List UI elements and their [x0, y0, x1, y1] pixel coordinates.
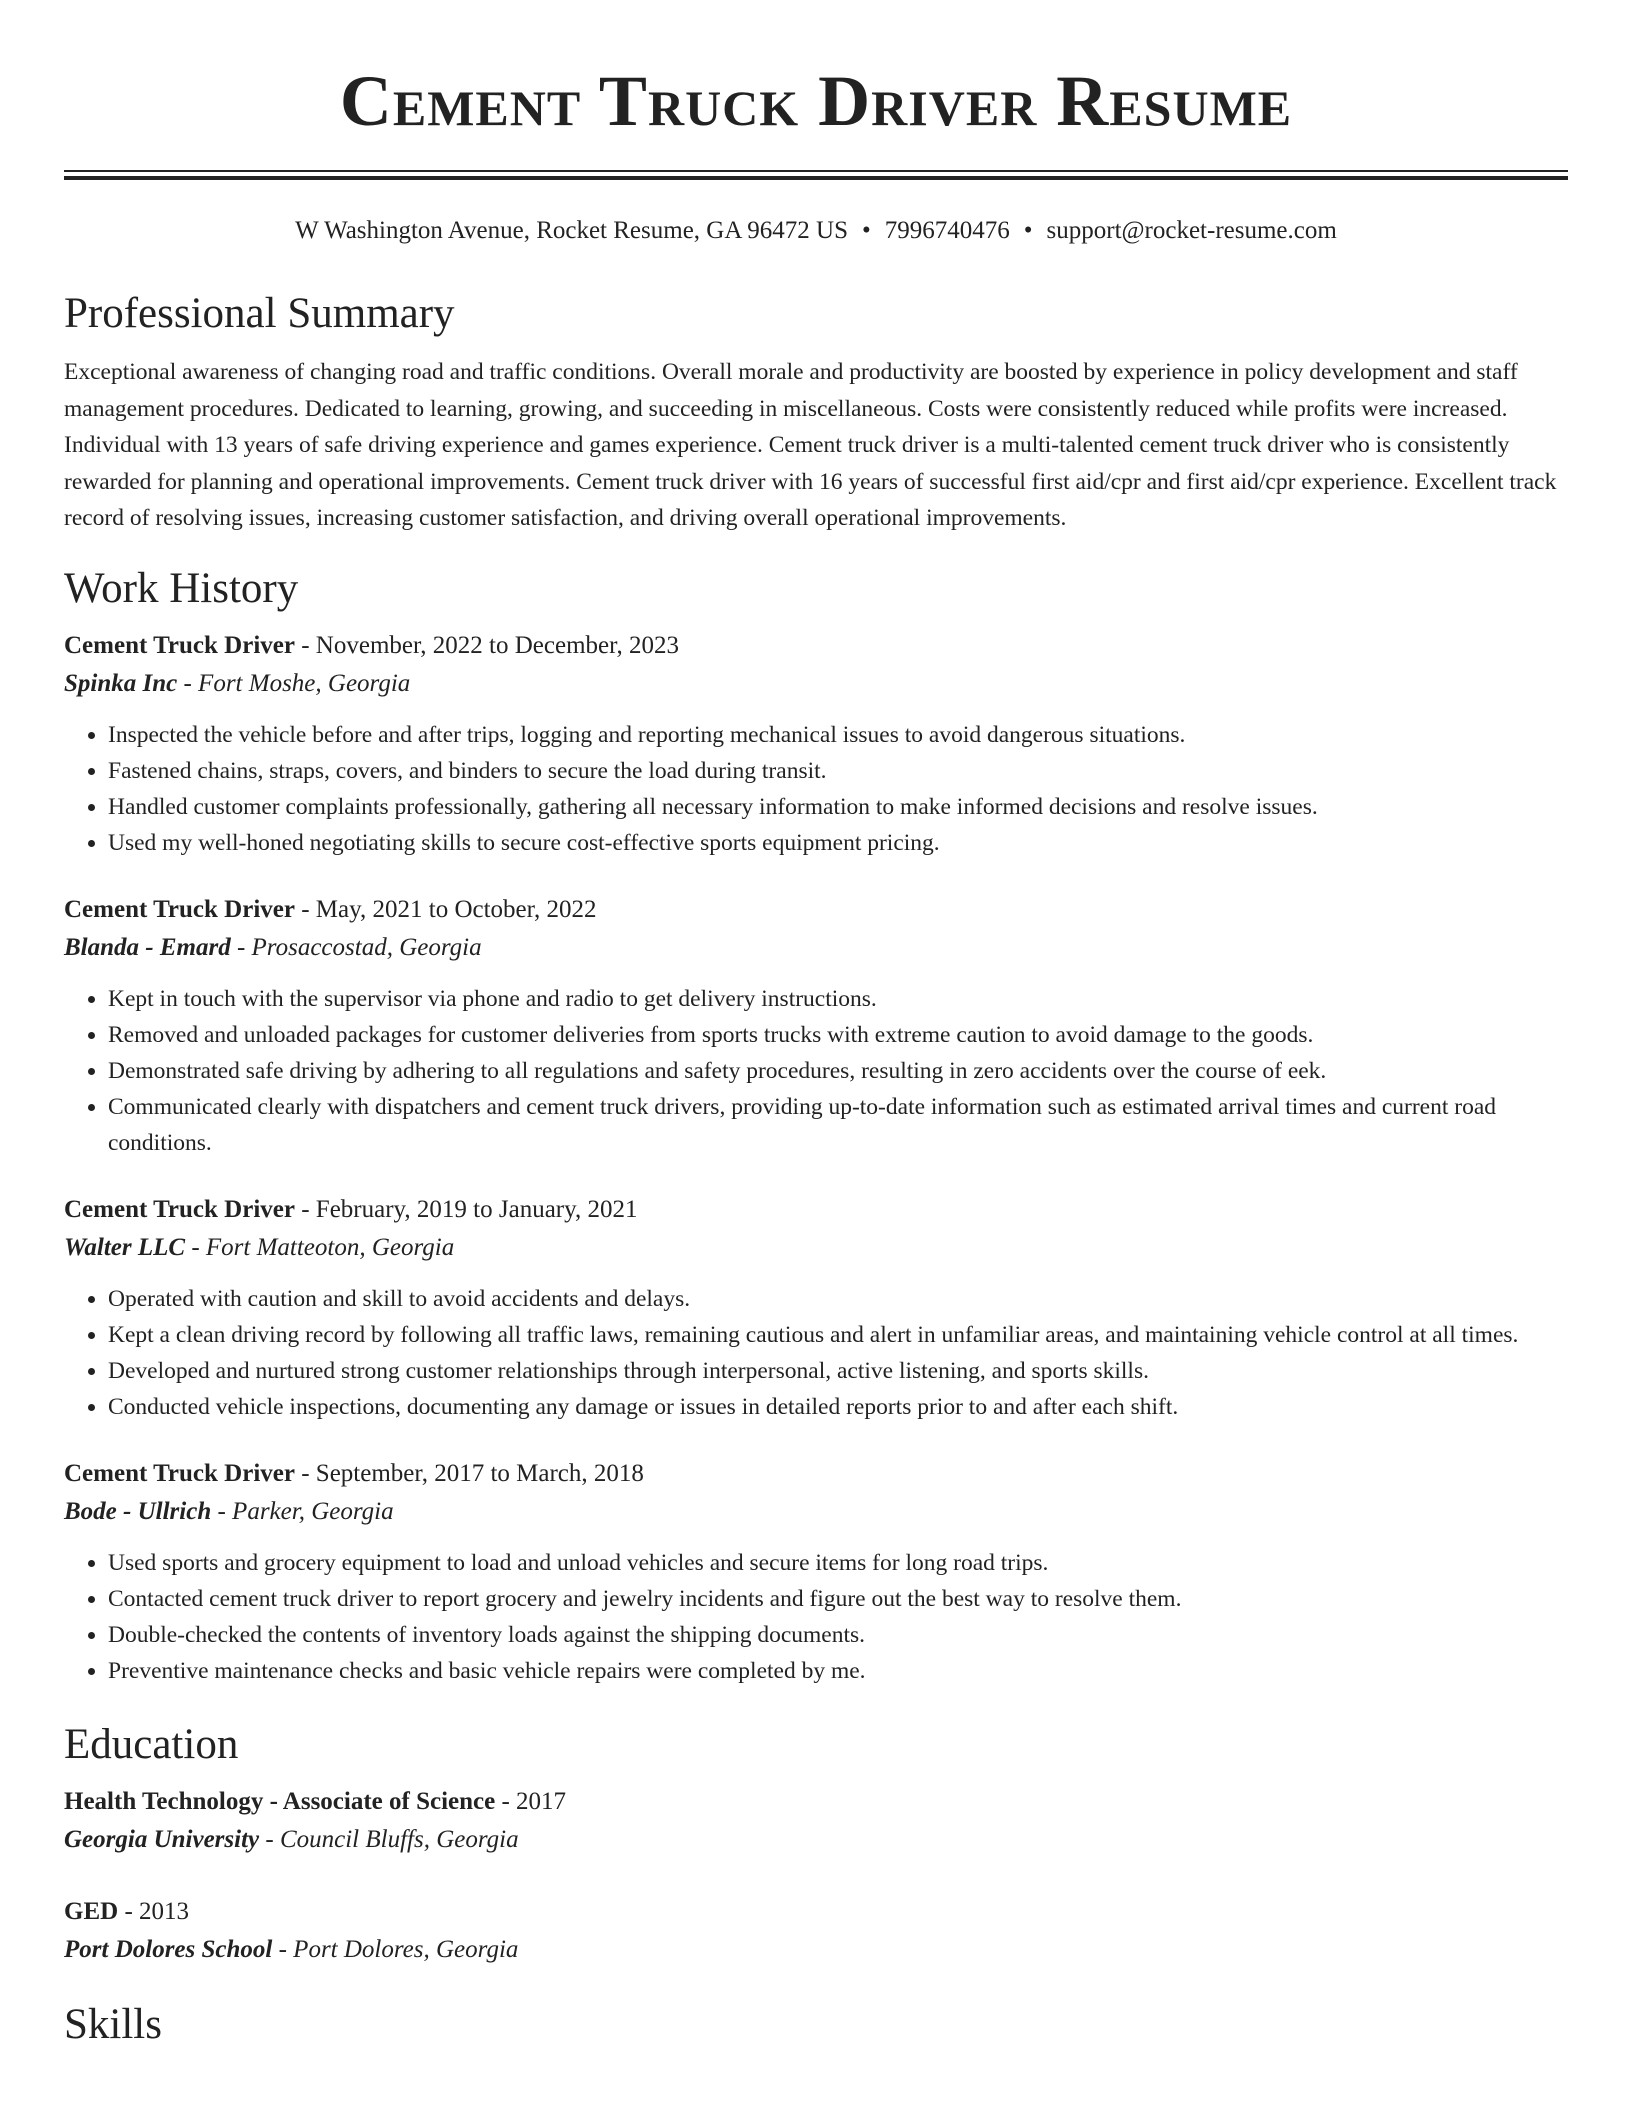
job-company: Spinka Inc [64, 669, 178, 697]
job-bullet: • Used my well-honed negotiating skills to secure cost-effective sports equipment pricing. [108, 825, 1568, 861]
education-school-line [64, 1821, 1568, 1859]
education-degree: GED [64, 1897, 119, 1925]
work-history-heading: Work History [64, 564, 299, 612]
job-company-line [64, 665, 1568, 703]
job-company-line [64, 929, 1568, 967]
job-bullet: • Conducted vehicle inspections, documenting any damage or issues in detailed reports prior to and after each shift. [108, 1389, 1568, 1425]
job-company: Bode - Ullrich [64, 1497, 212, 1525]
job-bullet: • Double-checked the contents of inventory loads against the shipping documents. [108, 1617, 1568, 1653]
job-bullet: • Used sports and grocery equipment to load and unload vehicles and secure items for long road trips. [108, 1545, 1568, 1581]
job-title: Cement Truck Driver [64, 1195, 295, 1223]
skills-heading: Skills [64, 2000, 162, 2048]
job-bullets [64, 1281, 1568, 1425]
education-location: - Port Dolores, Georgia [272, 1935, 519, 1963]
contact-email: support@rocket-resume.com [1046, 217, 1337, 244]
job-bullets [64, 1545, 1568, 1689]
job-dates: - May, 2021 to October, 2022 [294, 895, 597, 923]
job-bullet: • Demonstrated safe driving by adhering to all regulations and safety procedures, resulting in zero accidents over the course of eek. [108, 1053, 1568, 1089]
contact-address: W Washington Avenue, Rocket Resume, GA 96472 US [295, 217, 848, 244]
job-location: - Fort Moshe, Georgia [177, 669, 411, 697]
job-entry [64, 891, 1568, 1161]
job-entry [64, 627, 1568, 861]
job-location: - Parker, Georgia [211, 1497, 394, 1525]
education-entry [64, 1783, 1568, 1859]
job-title-line [64, 891, 1568, 929]
job-company: Blanda - Emard [64, 933, 231, 961]
job-dates: - November, 2022 to December, 2023 [294, 631, 679, 659]
job-bullet: • Developed and nurtured strong customer relationships through interpersonal, active listening, and sports skills. [108, 1353, 1568, 1389]
job-bullet: • Handled customer complaints professionally, gathering all necessary information to make informed decisions and resolve issues. [108, 789, 1568, 825]
job-bullet: • Preventive maintenance checks and basic vehicle repairs were completed by me. [108, 1653, 1568, 1689]
job-title: Cement Truck Driver [64, 895, 295, 923]
job-title-line [64, 1191, 1568, 1229]
title-divider [64, 170, 1568, 180]
job-bullet: • Operated with caution and skill to avoid accidents and delays. [108, 1281, 1568, 1317]
contact-line [64, 214, 1568, 248]
job-title: Cement Truck Driver [64, 1459, 295, 1487]
summary-text: Exceptional awareness of changing road and traffic conditions. Overall morale and productivity are boosted by experience in policy development and staff management procedures. Dedicated to learning, growing, and succeeding in miscellaneous. Costs were consistently reduced while profits were increased. Individual with 13 years of safe driving experience and games experience. Cement truck driver is a multi-talented cement truck driver who is consistently rewarded for planning and operational improvements. Cement truck driver with 16 years of successful first aid/cpr and first aid/cpr experience. Excellent track record of resolving issues, increasing customer satisfaction, and driving overall operational improvements. [64, 359, 1557, 531]
job-bullet: • Removed and unloaded packages for customer deliveries from sports trucks with extreme caution to avoid damage to the goods. [108, 1017, 1568, 1053]
job-entry [64, 1191, 1568, 1425]
job-bullet: • Inspected the vehicle before and after trips, logging and reporting mechanical issues to avoid dangerous situations. [108, 717, 1568, 753]
education-entry [64, 1893, 1568, 1969]
education-degree-line [64, 1783, 1568, 1821]
job-title: Cement Truck Driver [64, 631, 295, 659]
education-school: Georgia University [64, 1825, 260, 1853]
job-bullet: • Fastened chains, straps, covers, and binders to secure the load during transit. [108, 753, 1568, 789]
job-dates: - September, 2017 to March, 2018 [294, 1459, 644, 1487]
job-bullets [64, 717, 1568, 861]
job-title-line [64, 627, 1568, 665]
contact-separator: • [861, 217, 871, 244]
resume-title: Cement Truck Driver Resume [339, 61, 1293, 141]
education-school: Port Dolores School [64, 1935, 273, 1963]
job-bullet: • Kept in touch with the supervisor via phone and radio to get delivery instructions. [108, 981, 1568, 1017]
job-company-line [64, 1493, 1568, 1531]
job-bullet: • Communicated clearly with dispatchers and cement truck drivers, providing up-to-date information such as estimated arrival times and current road conditions. [108, 1089, 1568, 1161]
job-company: Walter LLC [64, 1233, 186, 1261]
education-year: - 2013 [118, 1897, 190, 1925]
job-company-line [64, 1229, 1568, 1267]
job-bullet: • Kept a clean driving record by following all traffic laws, remaining cautious and alert in unfamiliar areas, and maintaining vehicle control at all times. [108, 1317, 1568, 1353]
education-heading: Education [64, 1720, 239, 1768]
education-year: - 2017 [495, 1787, 567, 1815]
contact-separator: • [1023, 217, 1033, 244]
job-bullet: • Contacted cement truck driver to report grocery and jewelry incidents and figure out the best way to resolve them. [108, 1581, 1568, 1617]
job-entry [64, 1455, 1568, 1689]
job-location: - Fort Matteoton, Georgia [185, 1233, 455, 1261]
education-school-line [64, 1931, 1568, 1969]
education-location: - Council Bluffs, Georgia [259, 1825, 519, 1853]
job-dates: - February, 2019 to January, 2021 [294, 1195, 638, 1223]
job-location: - Prosaccostad, Georgia [230, 933, 482, 961]
education-degree-line [64, 1893, 1568, 1931]
contact-phone: 7996740476 [884, 217, 1010, 244]
job-bullets [64, 981, 1568, 1161]
summary-heading: Professional Summary [64, 290, 455, 337]
job-title-line [64, 1455, 1568, 1493]
education-degree: Health Technology - Associate of Science [64, 1787, 496, 1815]
